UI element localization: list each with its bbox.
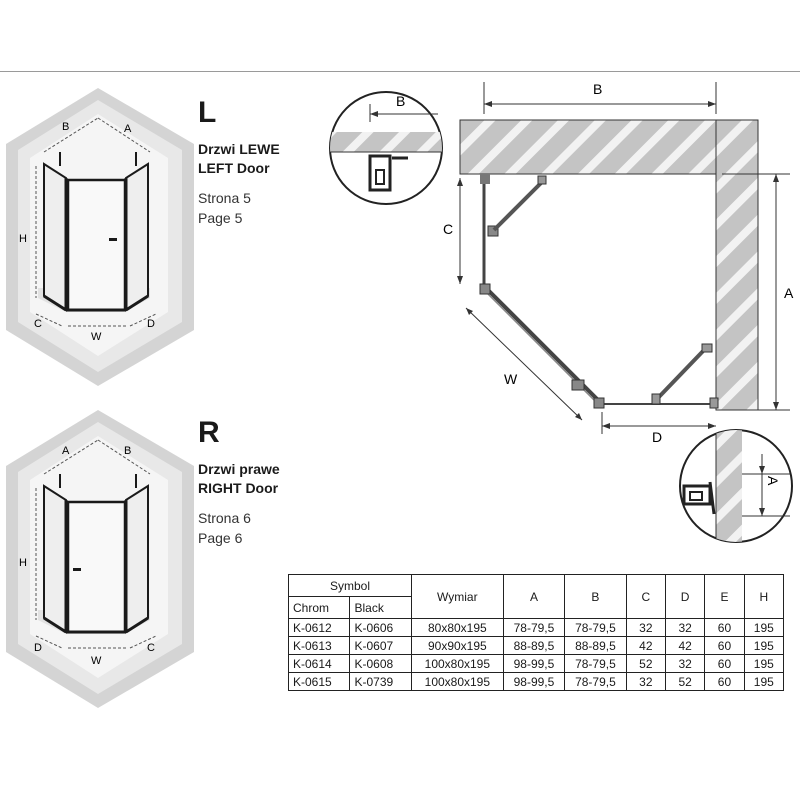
dim-label-a: A xyxy=(124,123,132,135)
left-door-info xyxy=(198,98,280,228)
col-header-h: H xyxy=(744,575,783,619)
symbol-header: Symbol xyxy=(289,575,412,597)
page-ref-en: Page 5 xyxy=(198,210,243,226)
col-header-e: E xyxy=(705,575,744,619)
dim-label-a: A xyxy=(62,445,70,457)
dim-label-d: D xyxy=(147,318,155,330)
top-divider xyxy=(0,71,800,72)
detail-bottom-label: A xyxy=(765,476,781,486)
plan-label-b: B xyxy=(593,81,603,97)
col-header-a: A xyxy=(503,575,564,619)
detail-top-label: B xyxy=(396,93,406,109)
door-name-en: RIGHT Door xyxy=(198,480,279,496)
table-row: K-0612 K-0606 80x80x195 78-79,5 78-79,5 32 32 60 195 xyxy=(289,619,784,637)
dim-label-h: H xyxy=(19,557,27,569)
wall-top xyxy=(460,120,758,174)
wall-right xyxy=(716,120,758,410)
page-ref-en: Page 6 xyxy=(198,530,243,546)
col-header-wymiar: Wymiar xyxy=(411,575,503,619)
dimensions-table xyxy=(288,574,784,691)
table-row: K-0614 K-0608 100x80x195 98-99,5 78-79,5 52 32 60 195 xyxy=(289,655,784,673)
dim-label-h: H xyxy=(19,233,27,245)
chrom-header: Chrom xyxy=(289,597,350,619)
right-door-cabin-illustration xyxy=(0,408,200,708)
col-header-d: D xyxy=(665,575,704,619)
left-door-cabin-illustration xyxy=(0,86,200,386)
page-ref-pl: Strona 5 xyxy=(198,190,251,206)
table-row: K-0613 K-0607 90x90x195 88-89,5 88-89,5 42 42 60 195 xyxy=(289,637,784,655)
door-name-pl: Drzwi prawe xyxy=(198,461,280,477)
dim-label-w: W xyxy=(91,655,102,667)
dim-label-c: C xyxy=(34,318,42,330)
dim-label-b: B xyxy=(124,445,132,457)
col-header-c: C xyxy=(626,575,665,619)
variant-letter: R xyxy=(198,416,220,449)
variant-letter: L xyxy=(198,96,217,129)
page-ref-pl: Strona 6 xyxy=(198,510,251,526)
col-header-b: B xyxy=(565,575,626,619)
dim-label-w: W xyxy=(91,331,102,343)
plan-label-a: A xyxy=(784,285,794,301)
black-header: Black xyxy=(350,597,411,619)
plan-label-w: W xyxy=(504,371,518,387)
dim-label-c: C xyxy=(147,642,155,654)
door-name-en: LEFT Door xyxy=(198,160,270,176)
dim-label-b: B xyxy=(62,121,70,133)
door-name-pl: Drzwi LEWE xyxy=(198,141,280,157)
dim-label-d: D xyxy=(34,642,42,654)
plan-view-diagram xyxy=(310,74,800,574)
table-row: K-0615 K-0739 100x80x195 98-99,5 78-79,5 32 52 60 195 xyxy=(289,673,784,691)
plan-label-c: C xyxy=(443,221,454,237)
right-door-info xyxy=(198,418,280,548)
plan-label-d: D xyxy=(652,429,663,445)
